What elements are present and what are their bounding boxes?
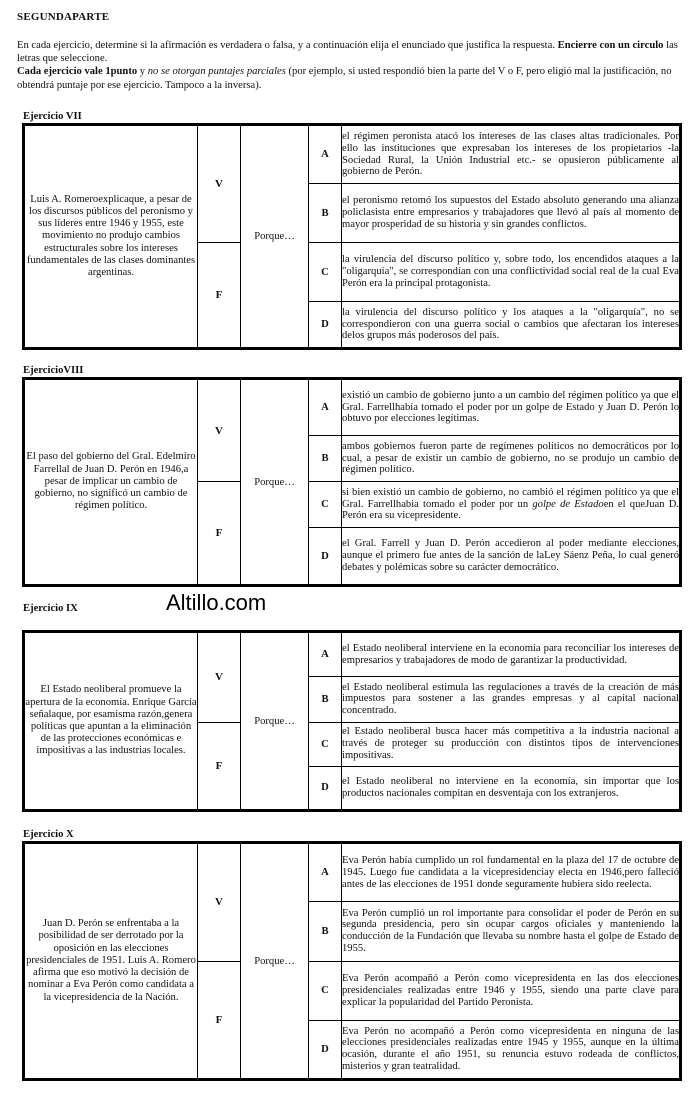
option-letter-a[interactable]: A: [309, 125, 342, 184]
option-letter-d[interactable]: D: [309, 766, 342, 810]
option-text-c: la virulencia del discurso político y, sobre todo, los encendidos ataques a la "oligarquía", se correspondían con una conflictividad social real de la cual Eva Perón era la principal protagonista.: [342, 243, 681, 302]
option-letter-b[interactable]: B: [309, 902, 342, 961]
exercise-table: [22, 377, 682, 587]
option-letter-a[interactable]: A: [309, 843, 342, 902]
option-text-b: Eva Perón cumplió un rol importante para consolidar el poder de Perón en su segunda presidencia, pero sin ocupar cargos oficiales y manteniendo la conducción de la Fundación que llevaba su nombre hasta el golpe de Estado de 1955.: [342, 902, 681, 961]
option-text-c: el Estado neoliberal busca hacer más competitiva a la industria nacional a través de proteger su producción con distintos tipos de intervenciones impositivas.: [342, 722, 681, 766]
porque-label: Porque…: [241, 379, 309, 586]
option-letter-c[interactable]: C: [309, 243, 342, 302]
option-text-b: el peronismo retomó los supuestos del Estado absoluto generando una alianza policlasista entre empresarios y trabajadores que llevó al país al momento de mayor prosperidad de su historia y sin grandes conflictos.: [342, 184, 681, 243]
true-option[interactable]: V: [198, 632, 241, 723]
option-text-c-part: si bien existió un cambio de gobierno, no cambió el régimen político ya que el Gral. Farrellhabia tomado el poder por un: [342, 486, 679, 510]
option-letter-c[interactable]: C: [309, 722, 342, 766]
false-option[interactable]: F: [198, 482, 241, 586]
option-letter-b[interactable]: B: [309, 677, 342, 722]
option-letter-a[interactable]: A: [309, 379, 342, 436]
option-letter-b[interactable]: B: [309, 436, 342, 482]
instructions-text: las letras que seleccione.: [17, 40, 678, 65]
instructions-emphasis: Cada ejercicio vale 1punto: [17, 66, 138, 78]
option-text-c: [342, 482, 681, 528]
option-text-c: Eva Perón acompañó a Perón como vicepresidenta en las dos elecciones presidenciales realizadas entre 1946 y 1955, siendo una parte clave para explicar la popularidad del Partido Peronista.: [342, 961, 681, 1020]
porque-label: Porque…: [241, 843, 309, 1080]
option-letter-d[interactable]: D: [309, 1020, 342, 1079]
instructions-paragraph-2: [17, 65, 692, 91]
option-letter-c[interactable]: C: [309, 482, 342, 528]
option-text-a: Eva Perón había cumplido un rol fundamental en la plaza del 17 de octubre de 1945. Luego fue candidata a la vicepresidenciay electa en 1946,pero falleció antes de las elecciones de 1951 donde seguramente hubiera sido reelecta.: [342, 843, 681, 902]
option-text-d: el Gral. Farrell y Juan D. Perón accedieron al poder mediante elecciones, aunque el primero fue antes de la sanción de laLey Sáenz Peña, lo cual generó debates y polémicas sobre su carácter democrático.: [342, 528, 681, 586]
porque-label: Porque…: [241, 632, 309, 811]
exercise-statement: Luis A. Romeroexplicaque, a pesar de los discursos públicos del peronismo y sus líderes entre 1946 y 1955, este movimiento no produjo cambios estructurales sobre los intereses fundamentales de las clases dominantes argentinas.: [24, 125, 198, 349]
option-text-d: la virulencia del discurso político y los ataques a la "oligarquía", no se correspondieron con una guerra social o cambios que afectaran los intereses delos grupos más poderosos del país.: [342, 302, 681, 349]
option-text-d: el Estado neoliberal no interviene en la economía, sin importar que los productos nacionales compitan en desventaja con los extranjeros.: [342, 766, 681, 810]
exercise-table: [22, 630, 682, 812]
option-text-a: el régimen peronista atacó los intereses de las clases altas tradicionales. Por ello las instituciones que expresaban los intereses de los propietarios -la Sociedad Rural, la Unión Industrial etc.- se opusieron públicamente al gobierno de Perón.: [342, 125, 681, 184]
option-letter-a[interactable]: A: [309, 632, 342, 677]
exercise-label: Ejercicio X: [23, 829, 74, 840]
exercise-label: Ejercicio IX: [23, 603, 78, 614]
altillo-watermark: Altillo.com: [166, 590, 267, 615]
option-text-a: existió un cambio de gobierno junto a un cambio del régimen político ya que el Gral. Farrellhabía tomado el poder por un golpe de Estado y Juan D. Perón lo obtuvo por elecciones legítimas.: [342, 379, 681, 436]
instructions: [17, 39, 692, 92]
option-letter-d[interactable]: D: [309, 302, 342, 349]
false-option[interactable]: F: [198, 961, 241, 1080]
option-letter-b[interactable]: B: [309, 184, 342, 243]
exercise-statement: El Estado neoliberal promueve la apertura de la economía. Enrique García señalaque, por esamisma razón,genera políticas que apuntan a la eliminación de las protecciones económicas e impositivas a las industrias locales.: [24, 632, 198, 811]
option-text-c-part: en el queJuan D. Perón era su vicepresidente.: [342, 498, 679, 522]
instructions-emphasis: Encierre con un circulo: [557, 40, 664, 51]
option-text-a: el Estado neoliberal interviene en la economía para reconciliar los intereses de empresarios y trabajadores de modo de garantizar la productividad.: [342, 632, 681, 677]
false-option[interactable]: F: [198, 722, 241, 811]
instructions-text: (por ejemplo, si usted respondió bien la parte del V o F, pero eligió mal la justificación, no obtendrá puntaje por ese ejercicio. Tampoco a la inversa).: [17, 66, 672, 91]
option-text-b: el Estado neoliberal estimula las regulaciones a través de la creación de más impuestos para sostener a las grandes empresas y al capital nacional concentrado.: [342, 677, 681, 722]
porque-label: Porque…: [241, 125, 309, 349]
option-text-b: ambos gobiernos fueron parte de regímenes políticos no democráticos por lo cual, a pesar de existir un cambio de gobierno, no se produjo un cambio de régimen político.: [342, 436, 681, 482]
option-letter-c[interactable]: C: [309, 961, 342, 1020]
exercise-table: [22, 841, 682, 1081]
option-text-d: Eva Perón no acompañó a Perón como vicepresidenta en ninguna de las elecciones presidenciales realizadas entre 1945 y 1955, aunque en la última ocasión, durante el año 1951, su renuncia estuvo rodeada de conflictos, misterios y gran teatralidad.: [342, 1020, 681, 1079]
exercise-statement: El paso del gobierno del Gral. Edelmiro Farrellal de Juan D. Perón en 1946,a pesar de implicar un cambio de gobierno, no significó un cambio de régimen político.: [24, 379, 198, 586]
section-title: SEGUNDAPARTE: [17, 11, 110, 23]
option-letter-d[interactable]: D: [309, 528, 342, 586]
true-option[interactable]: V: [198, 379, 241, 482]
instructions-italic: no se otorgan puntajes parciales: [147, 66, 286, 78]
instructions-text: y: [137, 66, 148, 78]
option-text-c-italic: golpe de Estado: [532, 498, 604, 510]
true-option[interactable]: V: [198, 125, 241, 243]
exercise-label: Ejercicio VII: [23, 111, 82, 122]
true-option[interactable]: V: [198, 843, 241, 962]
exercise-table: [22, 123, 682, 350]
exercise-label: EjercicioVIII: [23, 365, 84, 376]
instructions-paragraph-1: [17, 39, 692, 65]
instructions-text: En cada ejercicio, determine si la afirmación es verdadera o falsa, y a continuación elija el enunciado que justifica la respuesta.: [17, 40, 558, 51]
exercise-statement: Juan D. Perón se enfrentaba a la posibilidad de ser derrotado por la oposición en las elecciones presidenciales de 1951. Luis A. Romero afirma que eso motivó la decisión de nominar a Eva Perón como candidata a la vicepresidencia de la Nación.: [24, 843, 198, 1080]
false-option[interactable]: F: [198, 243, 241, 349]
